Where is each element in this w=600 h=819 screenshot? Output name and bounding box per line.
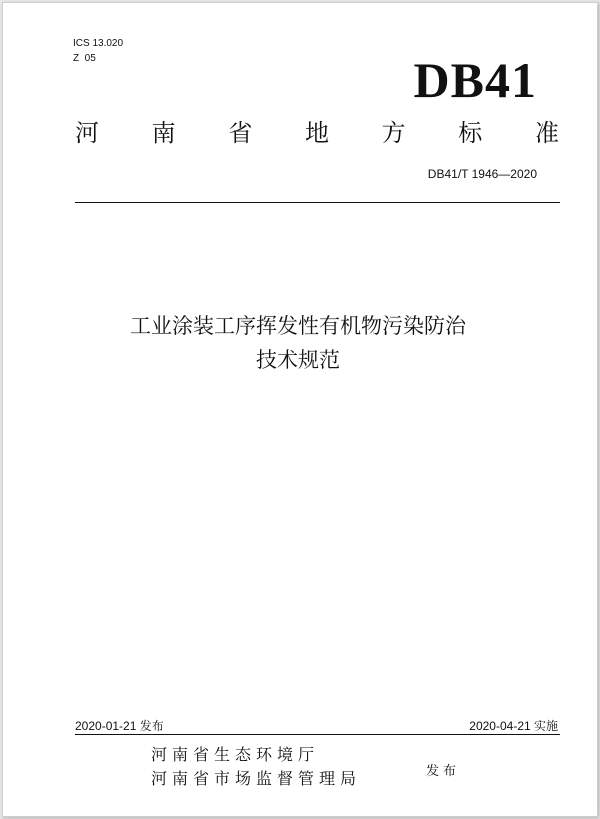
implement-date: 2020-04-21 实施 [469, 719, 558, 733]
release-date: 2020-01-21 发布 [75, 719, 164, 733]
issuing-authorities [151, 743, 361, 791]
title-line-1: 工业涂装工序挥发性有机物污染防治 [130, 314, 466, 338]
issuer-market-bureau: 河南省市场监督管理局 [151, 769, 362, 788]
issuer-ecology-dept: 河南省生态环境厅 [151, 745, 320, 764]
standard-type-char: 省 [228, 119, 253, 147]
standard-type-char: 准 [534, 119, 559, 147]
standard-type-char: 地 [304, 119, 329, 147]
document-page [2, 2, 598, 817]
header-divider [75, 202, 560, 203]
standard-type [75, 121, 559, 145]
issue-label: 发布 [426, 764, 461, 779]
footer-divider [75, 734, 560, 735]
title-line-2: 技术规范 [256, 348, 340, 372]
standard-type-char: 标 [458, 119, 483, 147]
standard-type-char: 方 [381, 119, 406, 147]
standard-number: DB41/T 1946—2020 [427, 167, 537, 181]
standard-type-char: 南 [151, 119, 176, 147]
document-title [63, 309, 533, 377]
classification-codes [73, 36, 123, 66]
standard-type-char: 河 [75, 119, 99, 147]
ics-code: ICS 13.020 [73, 38, 124, 49]
db-logo: DB41 [413, 52, 537, 108]
dates-row [75, 717, 558, 734]
ccs-code: Z 05 [73, 53, 96, 64]
